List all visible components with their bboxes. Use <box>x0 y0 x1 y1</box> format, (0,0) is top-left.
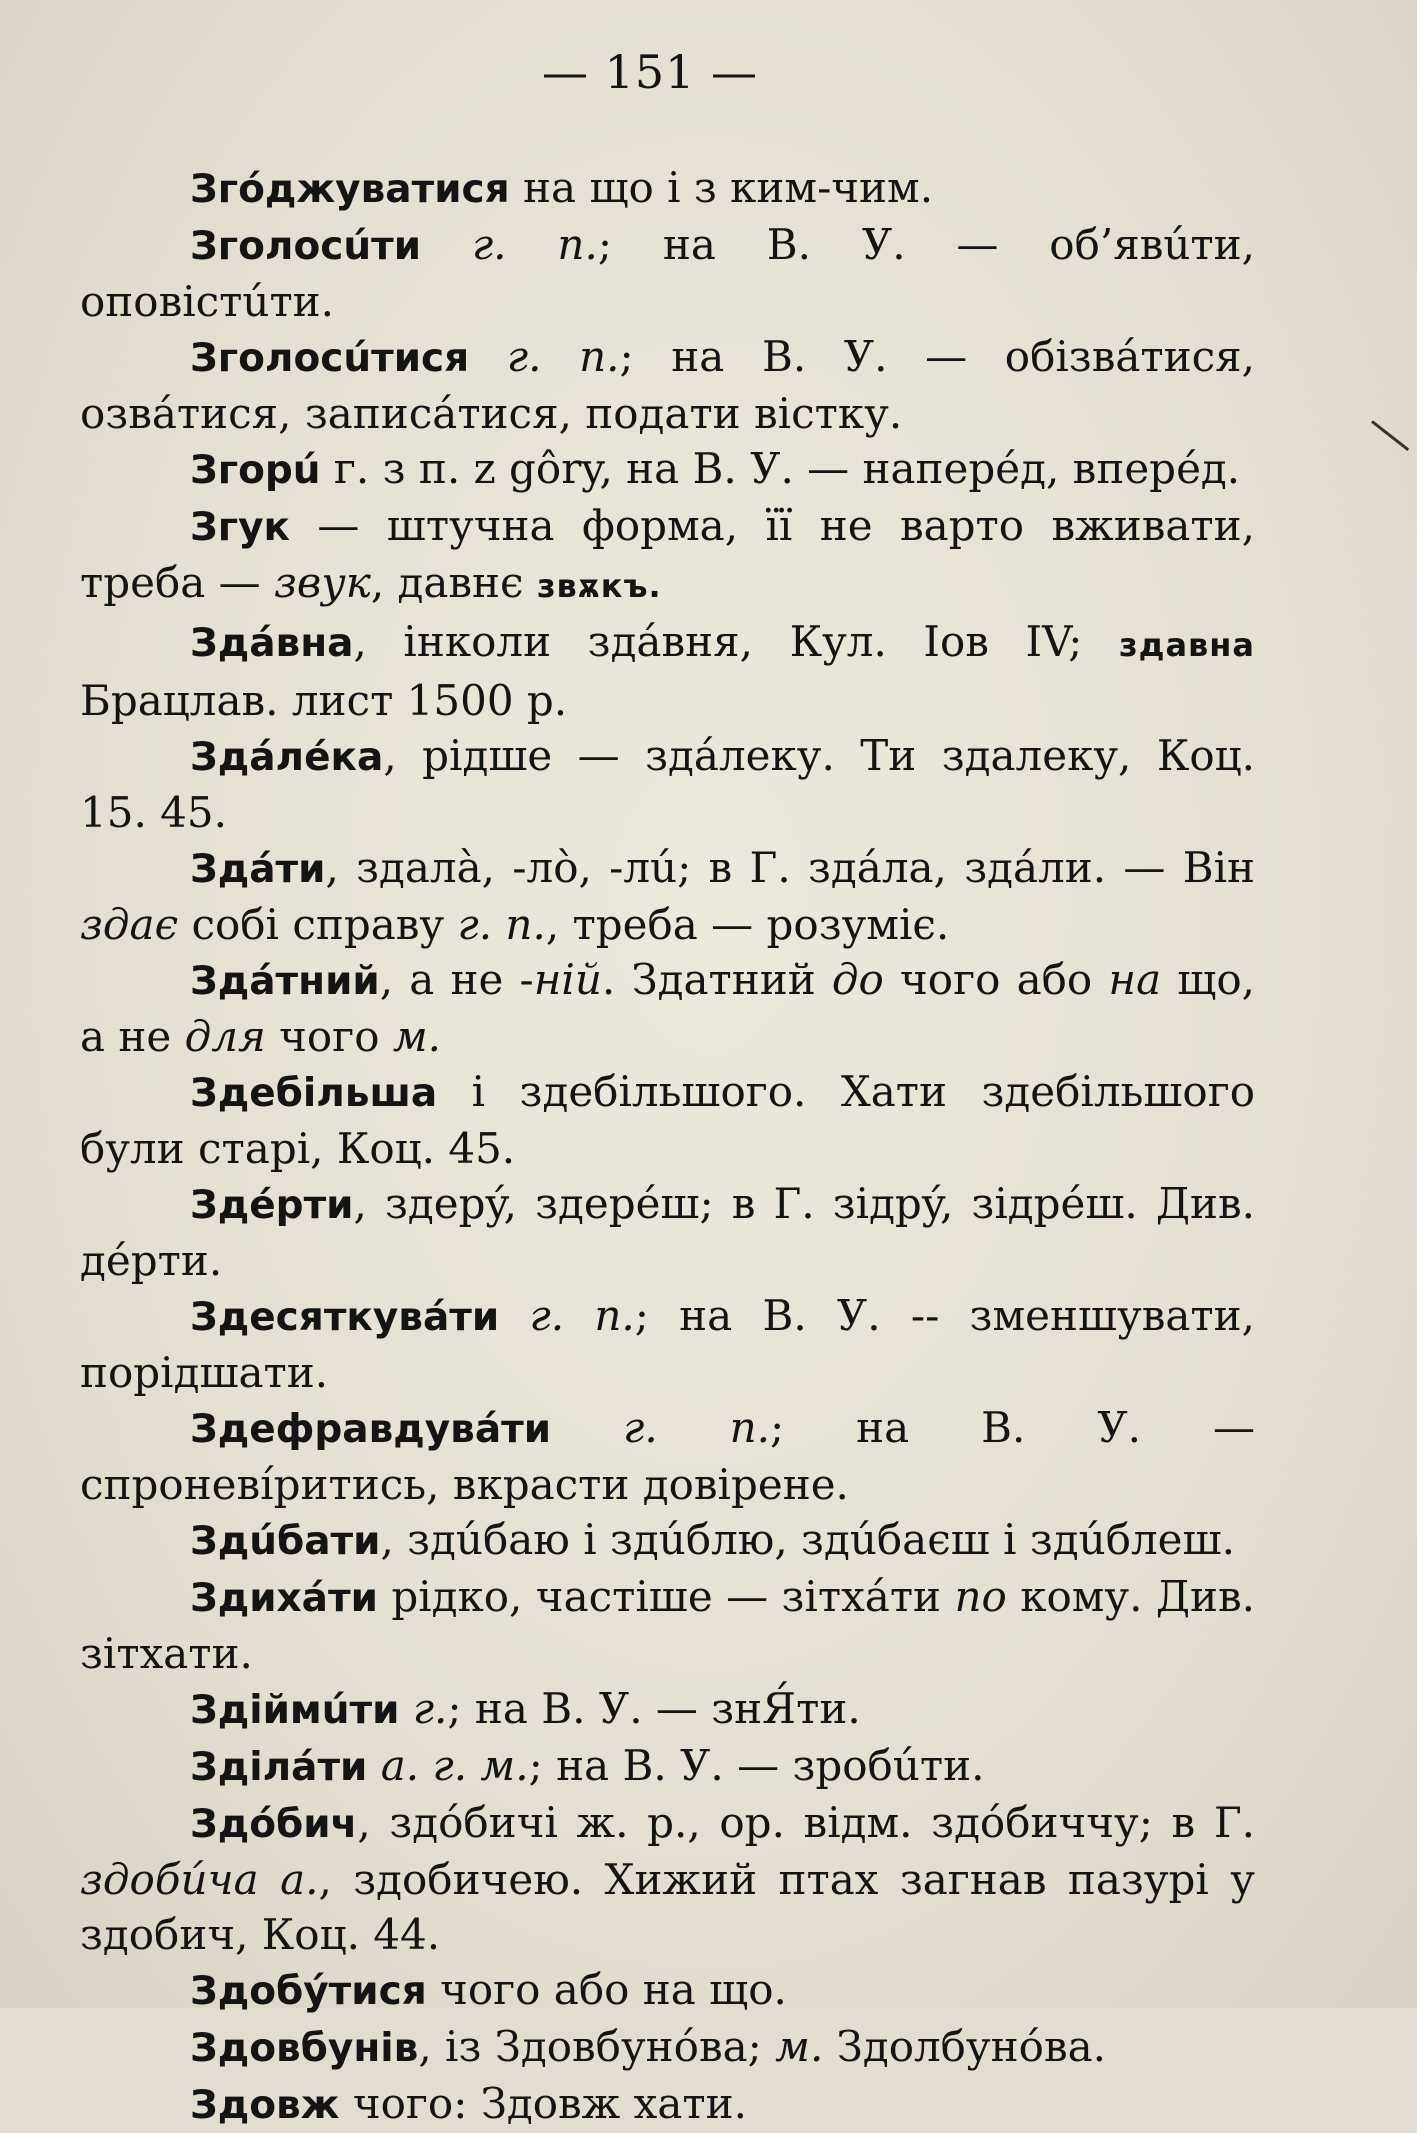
entry-text: , а не - <box>379 955 534 1004</box>
entry-text: собі справу <box>178 900 445 949</box>
entry-headword: Зде́рти <box>190 1183 354 1228</box>
entry-text: чого або на що. <box>426 1965 787 2014</box>
entry-text: ; на В. У. — знЯ́ти. <box>447 1684 861 1733</box>
entry-headword: Здесяткувáти <box>190 1295 500 1340</box>
entry-text: , треба — розуміє. <box>545 900 950 949</box>
entry-italic-text: г. п. <box>421 220 598 269</box>
entry-headword: Згорú <box>190 448 321 493</box>
entry-italic-text: г. п. <box>469 332 620 381</box>
entry-headword: Здобýтися <box>190 1969 427 2014</box>
dictionary-entry <box>80 2076 1255 2133</box>
dictionary-entry <box>80 1962 1255 2019</box>
entry-text: , інколи здáвня, Кул. Іов IV; <box>353 617 1120 666</box>
entry-headword: Здихáти <box>190 1576 378 1621</box>
dictionary-entry <box>80 1681 1255 1738</box>
entry-text: , здúбаю і здúблю, здúбаєш і здúблеш. <box>380 1515 1235 1564</box>
entry-old-script-form: здавна <box>1119 626 1255 664</box>
entry-headword: Здовж <box>190 2083 340 2128</box>
entry-text: ; на В. У. -- зменшувати, порідшати. <box>80 1291 1255 1397</box>
entry-text: , із Здовбунóва; <box>418 2022 762 2071</box>
entry-text: і здебільшого. Хати здебільшого були старі, Коц. 45. <box>80 1067 1255 1173</box>
entry-italic-text: м. <box>379 1012 442 1061</box>
entry-italic-text: до <box>815 955 884 1004</box>
entry-text: Здолбунóва. <box>823 2022 1106 2071</box>
entry-italic-text: здобúча а. <box>80 1855 319 1904</box>
entry-text: — штучна форма, її не варто вживати, треба — <box>80 501 1255 607</box>
entry-headword: Зділáти <box>190 1745 368 1790</box>
entry-text: , здóбичі ж. р., ор. відм. здóбиччу; в Г. <box>357 1798 1255 1847</box>
entry-text: г. з п. z gôry, на В. У. — напере́д, впере́д. <box>320 444 1241 493</box>
entry-text: , давнє <box>370 558 537 607</box>
entry-text: кому. Див. зітхати. <box>80 1572 1256 1678</box>
entry-headword: Здовбунів <box>190 2026 419 2071</box>
dictionary-entry <box>80 1795 1255 1962</box>
entry-headword: Здáтний <box>190 959 380 1004</box>
entry-headword: Здáле́ка <box>190 735 384 780</box>
page-number: — 151 — <box>541 45 759 99</box>
entry-italic-text: г. <box>399 1684 448 1733</box>
dictionary-entry <box>80 441 1255 498</box>
entry-headword: Здáвна <box>190 621 354 666</box>
entry-italic-text: по <box>941 1572 1007 1621</box>
entry-headword: Здефравдувáти <box>190 1407 552 1452</box>
entry-headword: Згóджуватися <box>190 167 510 212</box>
dictionary-entry <box>80 728 1255 840</box>
dictionary-entry <box>80 498 1255 614</box>
dictionary-entry <box>80 1569 1255 1681</box>
dictionary-entry <box>80 1176 1255 1288</box>
dictionary-entry <box>80 1400 1255 1512</box>
entry-text: , здалà, -лò, -лú; в Г. здáла, здáли. — Він <box>325 843 1255 892</box>
entry-italic-text: м. <box>761 2022 824 2071</box>
entry-text: рідко, частіше — зітхáти <box>377 1572 942 1621</box>
margin-pencil-mark <box>1371 420 1409 451</box>
dictionary-entry <box>80 1512 1255 1569</box>
entry-italic-text: звук <box>260 558 371 607</box>
entry-italic-text: г. п. <box>551 1403 771 1452</box>
dictionary-entry <box>80 217 1255 329</box>
entry-text: Брацлав. лист 1500 р. <box>80 676 568 725</box>
entry-text: ; на В. У. — спроневíритись, вкрасти довірене. <box>80 1403 1255 1509</box>
entry-headword: Згук <box>190 505 290 550</box>
dictionary-column <box>80 160 1255 2133</box>
dictionary-entry <box>80 1288 1255 1400</box>
entry-text: , здобичею. Хижий птах загнав пазурі у здобич, Коц. 44. <box>80 1855 1255 1959</box>
entry-text: чого або <box>883 955 1093 1004</box>
entry-headword: Зголосúтися <box>190 336 470 381</box>
entry-italic-text: на <box>1092 955 1162 1004</box>
entry-text: чого <box>265 1012 380 1061</box>
entry-text: чого: Здовж хати. <box>339 2079 747 2128</box>
entry-italic-text: а. г. м. <box>367 1741 529 1790</box>
entry-italic-text: ній <box>533 955 602 1004</box>
entry-text: . Здатний <box>601 955 816 1004</box>
dictionary-entry <box>80 160 1255 217</box>
entry-headword: Здебільша <box>190 1071 438 1116</box>
dictionary-entry <box>80 1064 1255 1176</box>
dictionary-entry <box>80 952 1255 1064</box>
entry-headword: Здіймúти <box>190 1688 400 1733</box>
entry-italic-text: для <box>171 1012 266 1061</box>
dictionary-entry <box>80 2019 1255 2076</box>
entry-text: що, а не <box>80 955 1255 1061</box>
entry-text: , рідше — здáлеку. Ти здалеку, Коц. 15. 45. <box>80 731 1255 837</box>
entry-headword: Здóбич <box>190 1802 358 1847</box>
dictionary-entry <box>80 840 1255 952</box>
entry-text: на що і з ким-чим. <box>509 163 934 212</box>
entry-text: , здерý, здере́ш; в Г. зідрý, зідре́ш. Див. де́рти. <box>80 1179 1255 1285</box>
entry-italic-text: г. п. <box>444 900 546 949</box>
entry-text: ; на В. У. — обізвáтися, озвáтися, записáтися, подати вістку. <box>80 332 1255 438</box>
entry-headword: Здáти <box>190 847 326 892</box>
entry-old-script-form: звѫкъ. <box>536 567 662 605</box>
entry-text: ; на В. У. — зробúти. <box>528 1741 985 1790</box>
dictionary-entry <box>80 614 1255 728</box>
entry-text: ; на В. У. — об’явúти, оповістúти. <box>80 220 1256 326</box>
dictionary-entry <box>80 1738 1255 1795</box>
dictionary-entry <box>80 329 1255 441</box>
entry-italic-text: г. п. <box>499 1291 635 1340</box>
entry-italic-text: здає <box>80 900 179 949</box>
entry-headword: Зголосúти <box>190 224 422 269</box>
entry-headword: Здúбати <box>190 1519 381 1564</box>
